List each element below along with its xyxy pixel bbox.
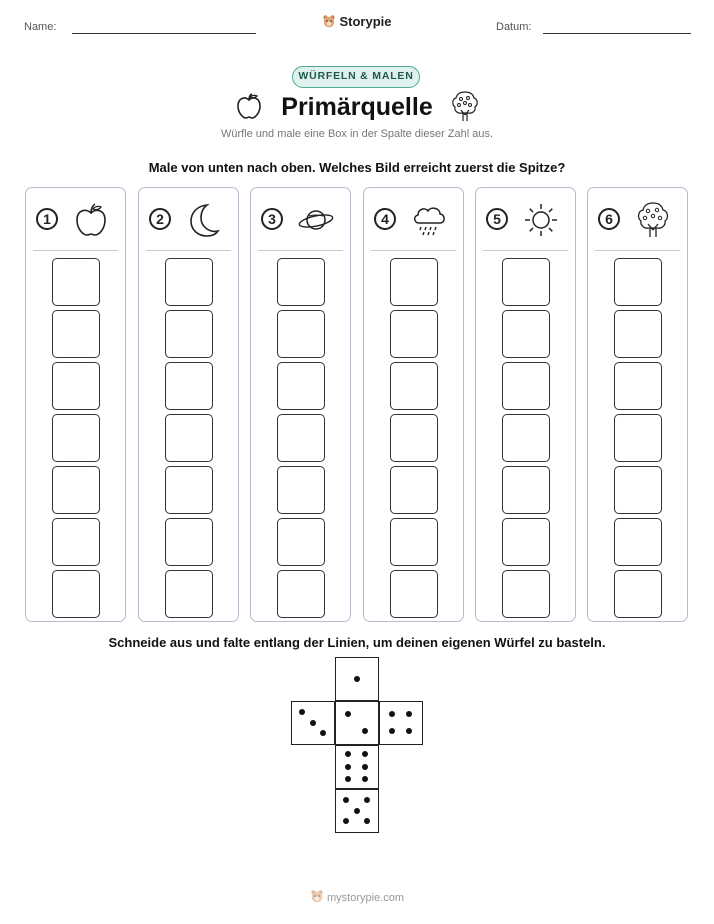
column-4 — [363, 187, 464, 622]
column-header — [588, 188, 687, 250]
question-text: Male von unten nach oben. Welches Bild erreicht zuerst die Spitze? — [148, 160, 566, 175]
column-header — [364, 188, 463, 250]
coloring-box[interactable] — [390, 414, 438, 462]
die-pip — [362, 728, 368, 734]
coloring-box[interactable] — [614, 518, 662, 566]
sun-icon — [522, 201, 560, 239]
die-face-4 — [379, 701, 423, 745]
column-2 — [138, 187, 239, 622]
die-pip — [345, 764, 351, 770]
coloring-box[interactable] — [502, 466, 550, 514]
die-pip — [343, 797, 349, 803]
die-pip — [406, 728, 412, 734]
die-pip — [310, 720, 316, 726]
coloring-box[interactable] — [502, 362, 550, 410]
die-pip — [362, 751, 368, 757]
coloring-box[interactable] — [614, 258, 662, 306]
coloring-box[interactable] — [614, 310, 662, 358]
coloring-box[interactable] — [52, 310, 100, 358]
die-pip — [343, 818, 349, 824]
coloring-box[interactable] — [614, 362, 662, 410]
bear-logo-icon — [322, 14, 336, 28]
name-label: Name: — [24, 21, 57, 33]
number-badge: 2 — [149, 208, 171, 230]
number-badge: 3 — [261, 208, 283, 230]
column-header — [476, 188, 575, 250]
date-label: Datum: — [496, 21, 532, 33]
footer-url: mystorypie.com — [326, 892, 405, 904]
coloring-box[interactable] — [502, 258, 550, 306]
subtitle: Würfle und male eine Box in der Spalte dieser Zahl aus. — [220, 128, 494, 140]
coloring-box[interactable] — [390, 310, 438, 358]
coloring-box[interactable] — [277, 518, 325, 566]
number-badge: 5 — [486, 208, 508, 230]
die-face-3 — [291, 701, 335, 745]
die-face-6 — [335, 745, 379, 789]
apple-icon — [72, 201, 110, 239]
coloring-box[interactable] — [277, 310, 325, 358]
coloring-box[interactable] — [52, 414, 100, 462]
die-pip — [364, 797, 370, 803]
number-badge: 4 — [374, 208, 396, 230]
coloring-box[interactable] — [52, 466, 100, 514]
coloring-box[interactable] — [165, 258, 213, 306]
coloring-box[interactable] — [165, 414, 213, 462]
coloring-box[interactable] — [52, 362, 100, 410]
coloring-box[interactable] — [277, 362, 325, 410]
coloring-box[interactable] — [277, 570, 325, 618]
die-pip — [389, 728, 395, 734]
coloring-box[interactable] — [614, 466, 662, 514]
column-1 — [25, 187, 126, 622]
die-pip — [354, 676, 360, 682]
coloring-box[interactable] — [390, 466, 438, 514]
coloring-box[interactable] — [165, 362, 213, 410]
coloring-box[interactable] — [165, 466, 213, 514]
cut-instruction: Schneide aus und falte entlang der Linien, um deinen eigenen Würfel zu basteln. — [108, 635, 606, 650]
die-face-1 — [335, 657, 379, 701]
coloring-box[interactable] — [614, 414, 662, 462]
die-pip — [364, 818, 370, 824]
coloring-box[interactable] — [52, 570, 100, 618]
coloring-box[interactable] — [165, 570, 213, 618]
number-badge: 1 — [36, 208, 58, 230]
apple-tree-icon — [450, 89, 480, 123]
brand-name: Storypie — [339, 14, 392, 29]
footer — [0, 889, 714, 904]
number-badge: 6 — [598, 208, 620, 230]
crescent-moon-icon — [185, 201, 223, 239]
die-pip — [320, 730, 326, 736]
column-5 — [475, 187, 576, 622]
die-face-2 — [335, 701, 379, 745]
coloring-box[interactable] — [277, 258, 325, 306]
date-line[interactable] — [543, 33, 691, 34]
column-header — [139, 188, 238, 250]
coloring-box[interactable] — [390, 258, 438, 306]
planet-icon — [297, 201, 335, 239]
coloring-box[interactable] — [390, 362, 438, 410]
brand-logo — [0, 14, 714, 29]
column-header — [251, 188, 350, 250]
coloring-box[interactable] — [277, 414, 325, 462]
coloring-box[interactable] — [502, 518, 550, 566]
coloring-box[interactable] — [165, 310, 213, 358]
page-title: Primärquelle — [281, 93, 433, 121]
die-face-5 — [335, 789, 379, 833]
coloring-box[interactable] — [390, 518, 438, 566]
apple-tree-icon — [634, 201, 672, 239]
bear-logo-icon — [310, 889, 324, 903]
column-header — [26, 188, 125, 250]
die-pip — [389, 711, 395, 717]
coloring-box[interactable] — [52, 258, 100, 306]
die-pip — [362, 764, 368, 770]
column-3 — [250, 187, 351, 622]
coloring-box[interactable] — [277, 466, 325, 514]
name-line[interactable] — [72, 33, 256, 34]
coloring-box[interactable] — [165, 518, 213, 566]
coloring-box[interactable] — [502, 414, 550, 462]
coloring-box[interactable] — [614, 570, 662, 618]
die-pip — [406, 711, 412, 717]
die-pip — [345, 751, 351, 757]
die-pip — [345, 711, 351, 717]
rain-cloud-icon — [410, 201, 448, 239]
die-pip — [354, 808, 360, 814]
coloring-box[interactable] — [502, 570, 550, 618]
die-pip — [299, 709, 305, 715]
die-pip — [345, 776, 351, 782]
coloring-box[interactable] — [502, 310, 550, 358]
column-6 — [587, 187, 688, 622]
coloring-box[interactable] — [52, 518, 100, 566]
die-pip — [362, 776, 368, 782]
coloring-box[interactable] — [390, 570, 438, 618]
activity-badge: WÜRFELN & MALEN — [292, 66, 420, 88]
